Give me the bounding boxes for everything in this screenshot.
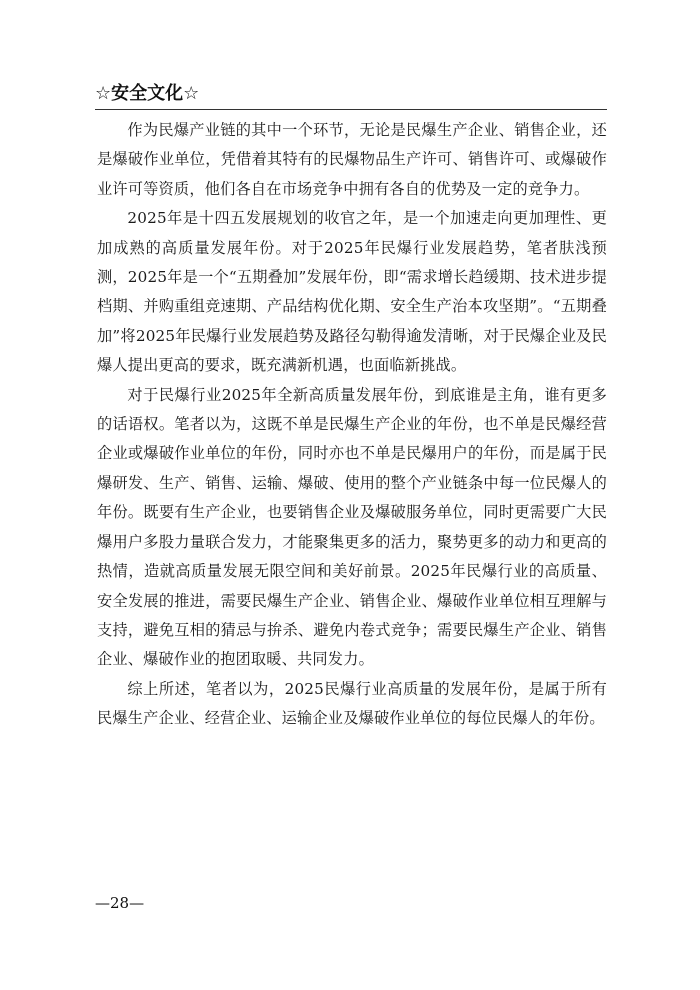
page-number: —28—: [95, 894, 145, 912]
header-rule: [95, 109, 607, 110]
section-title: ☆安全文化☆: [95, 83, 200, 104]
paragraph: 2025年是十四五发展规划的收官之年，是一个加速走向更加理性、更加成熟的高质量发展年份。对于2025年民爆行业发展趋势，笔者肤浅预测，2025年是一个“五期叠加”发展年份，即“需求增长趋缓期、技术进步提档期、并购重组竞速期、产品结构优化期、安全生产治本攻坚期”。“五期叠加”将2025年民爆行业发展趋势及路径勾勒得逾发清晰，对于民爆企业及民爆人提出更高的要求，既充满新机遇，也面临新挑战。: [97, 209, 607, 375]
paragraph: 作为民爆产业链的其中一个环节，无论是民爆生产企业、销售企业，还是爆破作业单位，凭借着其特有的民爆物品生产许可、销售许可、或爆破作业许可等资质，他们各自在市场竞争中拥有各自的优势及一定的竞争力。: [97, 121, 607, 198]
paragraph: 综上所述，笔者以为，2025民爆行业高质量的发展年份，是属于所有民爆生产企业、经营企业、运输企业及爆破作业单位的每位民爆人的年份。: [97, 679, 607, 728]
article-body: [97, 116, 607, 734]
paragraph: 对于民爆行业2025年全新高质量发展年份，到底谁是主角，谁有更多的话语权。笔者以为，这既不单是民爆生产企业的年份，也不单是民爆经营企业或爆破作业单位的年份，同时亦也不单是民爆用户的年份，而是属于民爆研发、生产、销售、运输、爆破、使用的整个产业链条中每一位民爆人的年份。既要有生产企业，也要销售企业及爆破服务单位，同时更需要广大民爆用户多股力量联合发力，才能聚集更多的活力，聚势更多的动力和更高的热情，造就高质量发展无限空间和美好前景。2025年民爆行业的高质量、安全发展的推进，需要民爆生产企业、销售企业、爆破作业单位相互理解与支持，避免互相的猜忌与拚杀、避免内卷式竞争；需要民爆生产企业、销售企业、爆破作业的抱团取暖、共同发力。: [97, 385, 607, 669]
section-header: [95, 82, 607, 110]
